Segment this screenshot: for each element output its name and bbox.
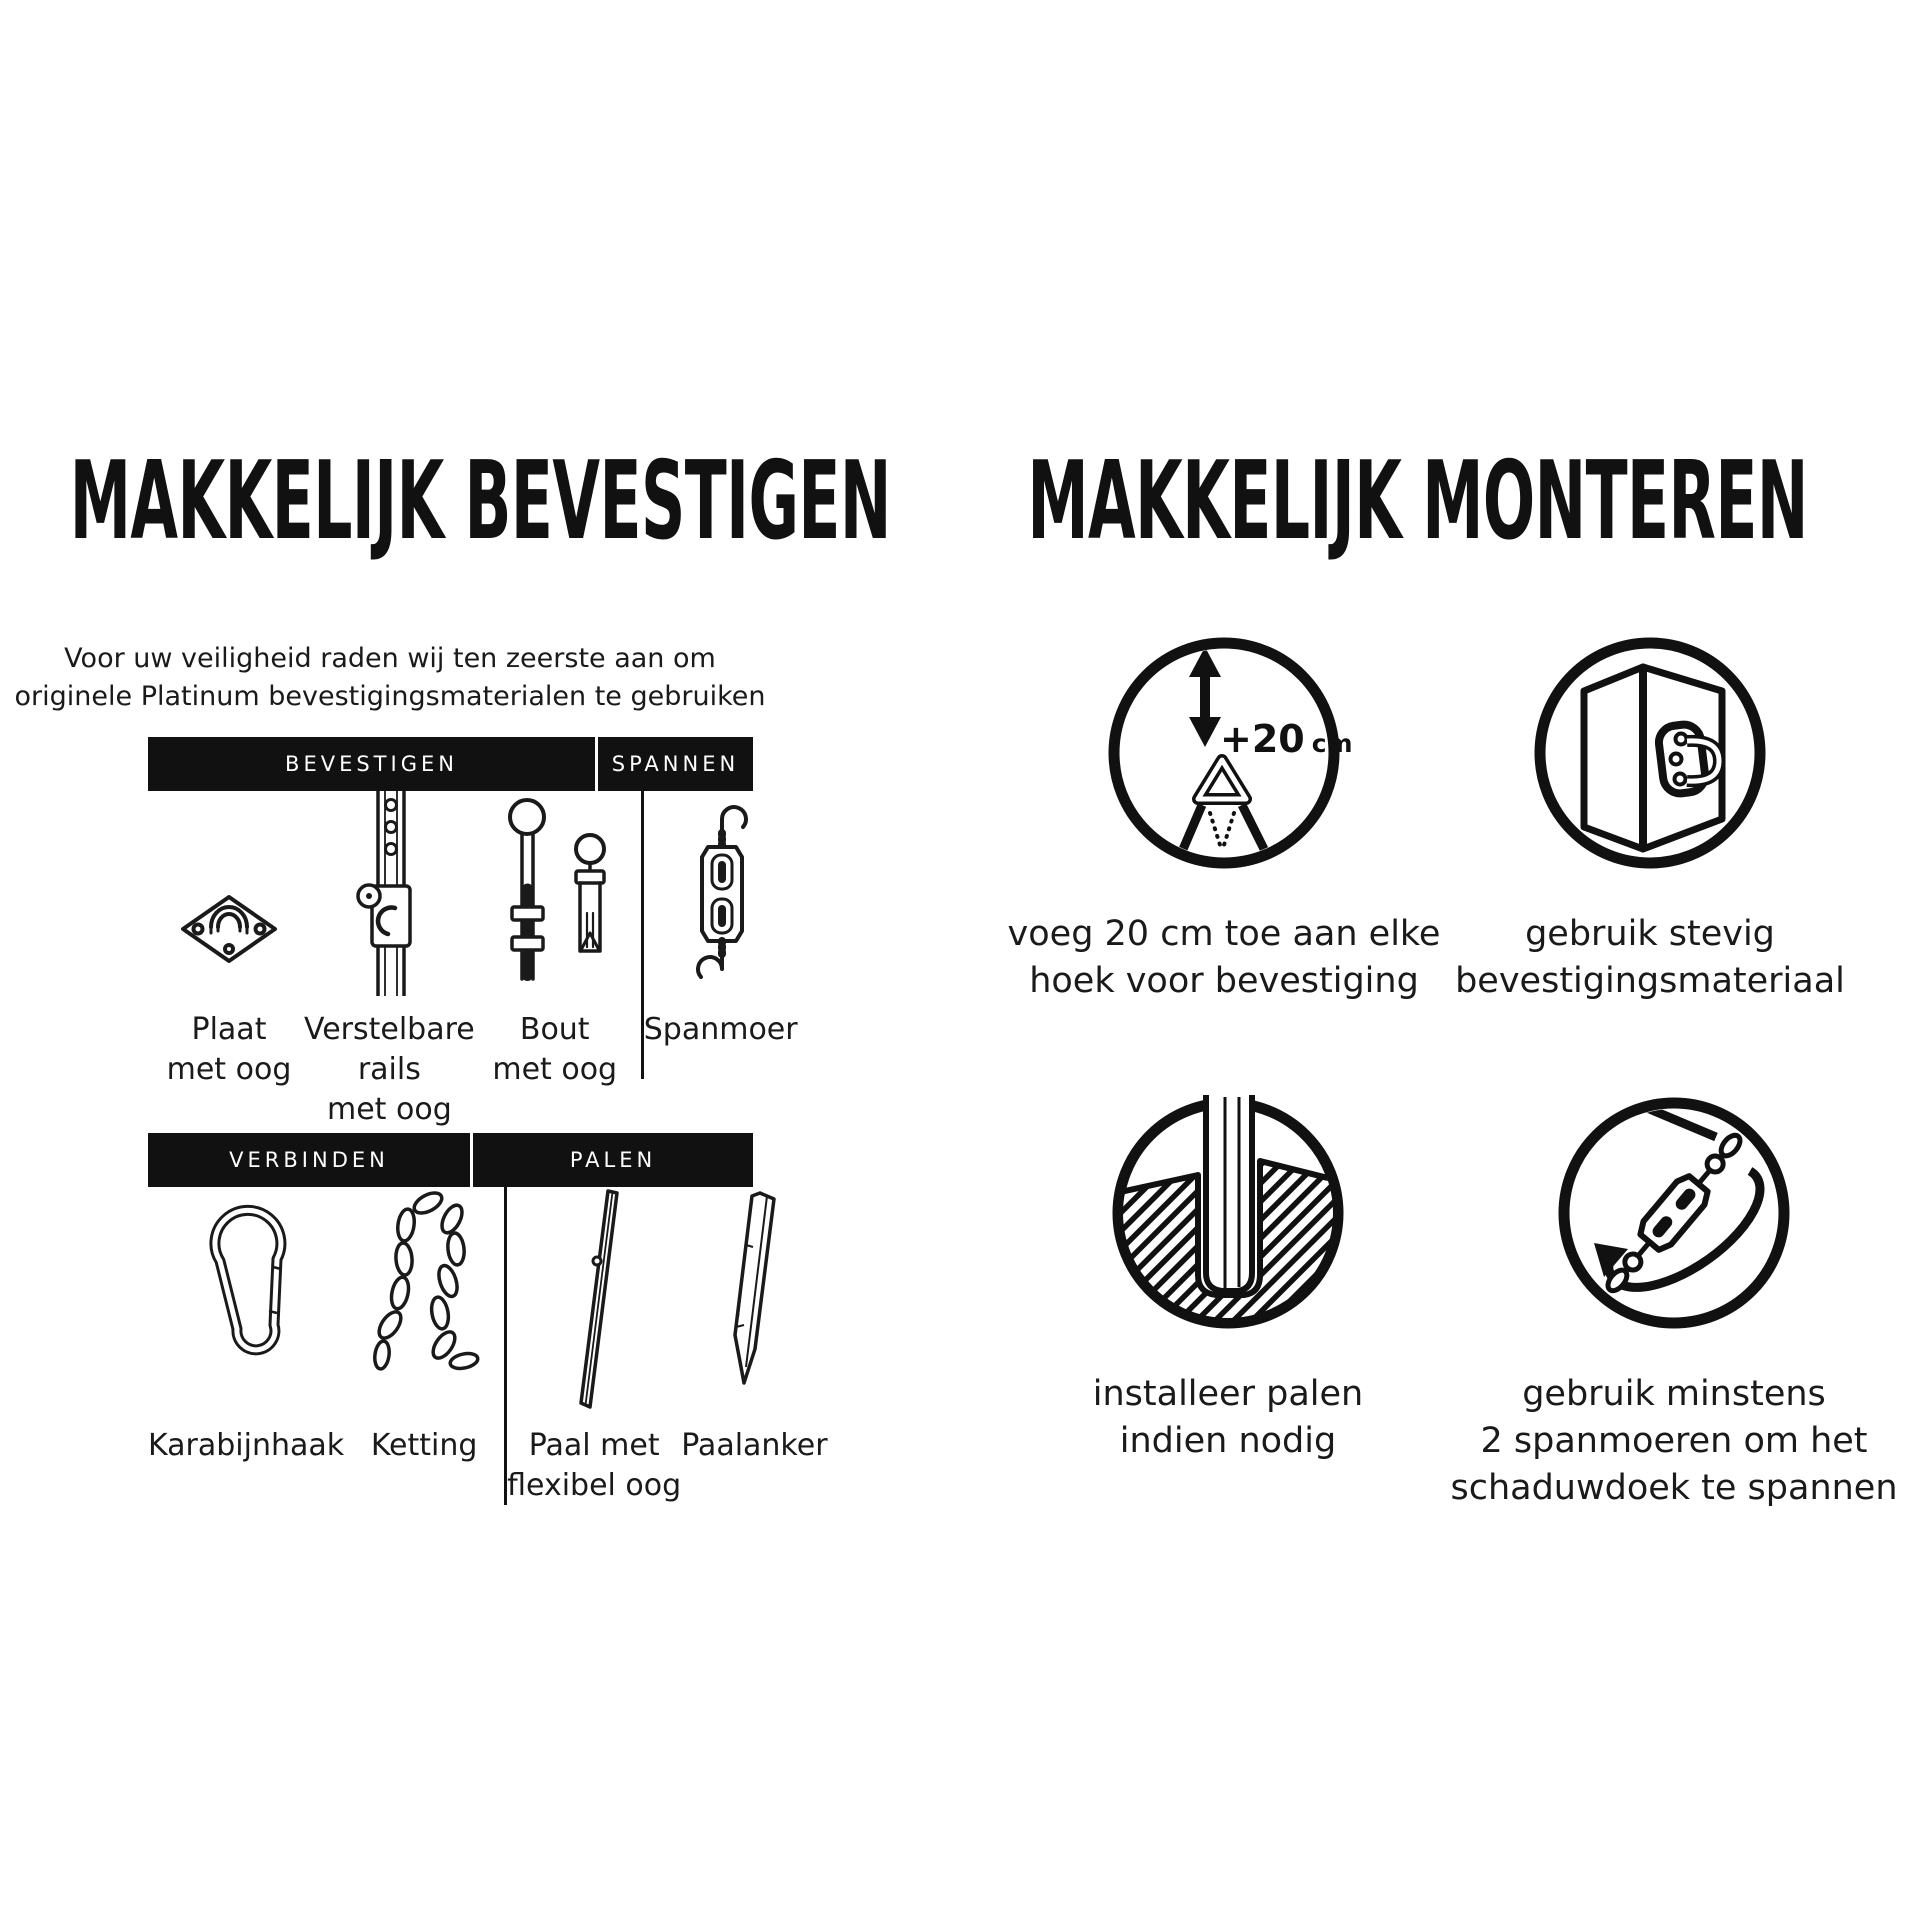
eye-bolt-icon (475, 791, 635, 996)
caption-wall-mount: gebruik stevig bevestigingsmateriaal (1455, 914, 1845, 1001)
step-wall-mount (1400, 633, 1900, 1005)
wall-mount-icon (1530, 633, 1770, 873)
step-add-20cm (974, 633, 1474, 1005)
turnbuckle-icon (646, 791, 796, 996)
table2-body (148, 1187, 828, 1506)
carabiner-icon (181, 1187, 311, 1412)
header-bevestigen: BEVESTIGEN (148, 737, 595, 791)
label-bout-met-oog: Bout met oog (492, 1012, 618, 1087)
item-bout-met-oog (475, 791, 635, 1090)
label-paal-met-flexibel-oog: Paal met flexibel oog (507, 1428, 682, 1503)
ground-anchor-icon (694, 1187, 814, 1412)
caption-add-20cm: voeg 20 cm toe aan elke hoek voor bevestiging (1007, 914, 1441, 1001)
left-subtitle (10, 640, 770, 716)
label-ketting: Ketting (370, 1428, 478, 1463)
item-paalanker (681, 1187, 827, 1466)
left-panel-title (69, 439, 891, 564)
subtitle-line-1: Voor uw veiligheid raden wij ten zeerste aan om (64, 643, 716, 674)
step2-circle (1530, 633, 1770, 873)
label-plaat-met-oog: Plaat met oog (166, 1012, 292, 1087)
step4-circle (1554, 1093, 1794, 1333)
pole-in-ground-icon (1108, 1093, 1348, 1333)
right-title-text: MAKKELIJK MONTEREN (1027, 439, 1809, 564)
step1-circle (1104, 633, 1353, 873)
header-palen: PALEN (473, 1133, 753, 1187)
table2-header (148, 1133, 753, 1187)
adjustable-rail-icon (314, 791, 464, 996)
item-spanmoer (644, 791, 798, 1050)
caption-tension-turnbuckles: gebruik minstens 2 spanmoeren om het schaduwdoek te spannen (1450, 1374, 1898, 1508)
right-panel-title (1027, 439, 1809, 564)
plus-20cm-badge: +20 cm (1220, 717, 1353, 761)
caption-install-poles: installeer palen indien nodig (1092, 1374, 1364, 1461)
item-ketting (344, 1187, 504, 1466)
chain-icon (344, 1187, 504, 1412)
step-tension-turnbuckles (1429, 1093, 1919, 1512)
step3-circle (1108, 1093, 1348, 1333)
label-paalanker: Paalanker (681, 1428, 828, 1463)
item-plaat-met-oog (154, 791, 304, 1090)
table1-body (148, 791, 798, 1130)
header-spannen: SPANNEN (598, 737, 753, 791)
item-karabijnhaak (148, 1187, 344, 1466)
item-paal-met-flexibel-oog (507, 1187, 681, 1506)
pad-eye-icon (154, 791, 304, 996)
table2-left-group (148, 1187, 504, 1506)
pole-icon (534, 1187, 654, 1412)
label-karabijnhaak: Karabijnhaak (148, 1428, 345, 1463)
tension-turnbuckle-icon (1554, 1093, 1794, 1333)
table1-right-group (644, 791, 798, 1130)
step-install-poles (978, 1093, 1478, 1465)
bevestigen-spannen-table (148, 737, 798, 1130)
item-verstelbare-rails (304, 791, 475, 1130)
verbinden-palen-table (148, 1133, 828, 1506)
label-spanmoer: Spanmoer (643, 1012, 798, 1047)
table1-header (148, 737, 753, 791)
table2-right-group (507, 1187, 827, 1506)
label-verstelbare-rails: Verstelbare rails met oog (304, 1012, 475, 1127)
left-title-text: MAKKELIJK BEVESTIGEN (69, 439, 891, 564)
header-verbinden: VERBINDEN (148, 1133, 470, 1187)
table1-left-group (148, 791, 641, 1130)
subtitle-line-2: originele Platinum bevestigingsmaterialen te gebruiken (14, 681, 766, 712)
